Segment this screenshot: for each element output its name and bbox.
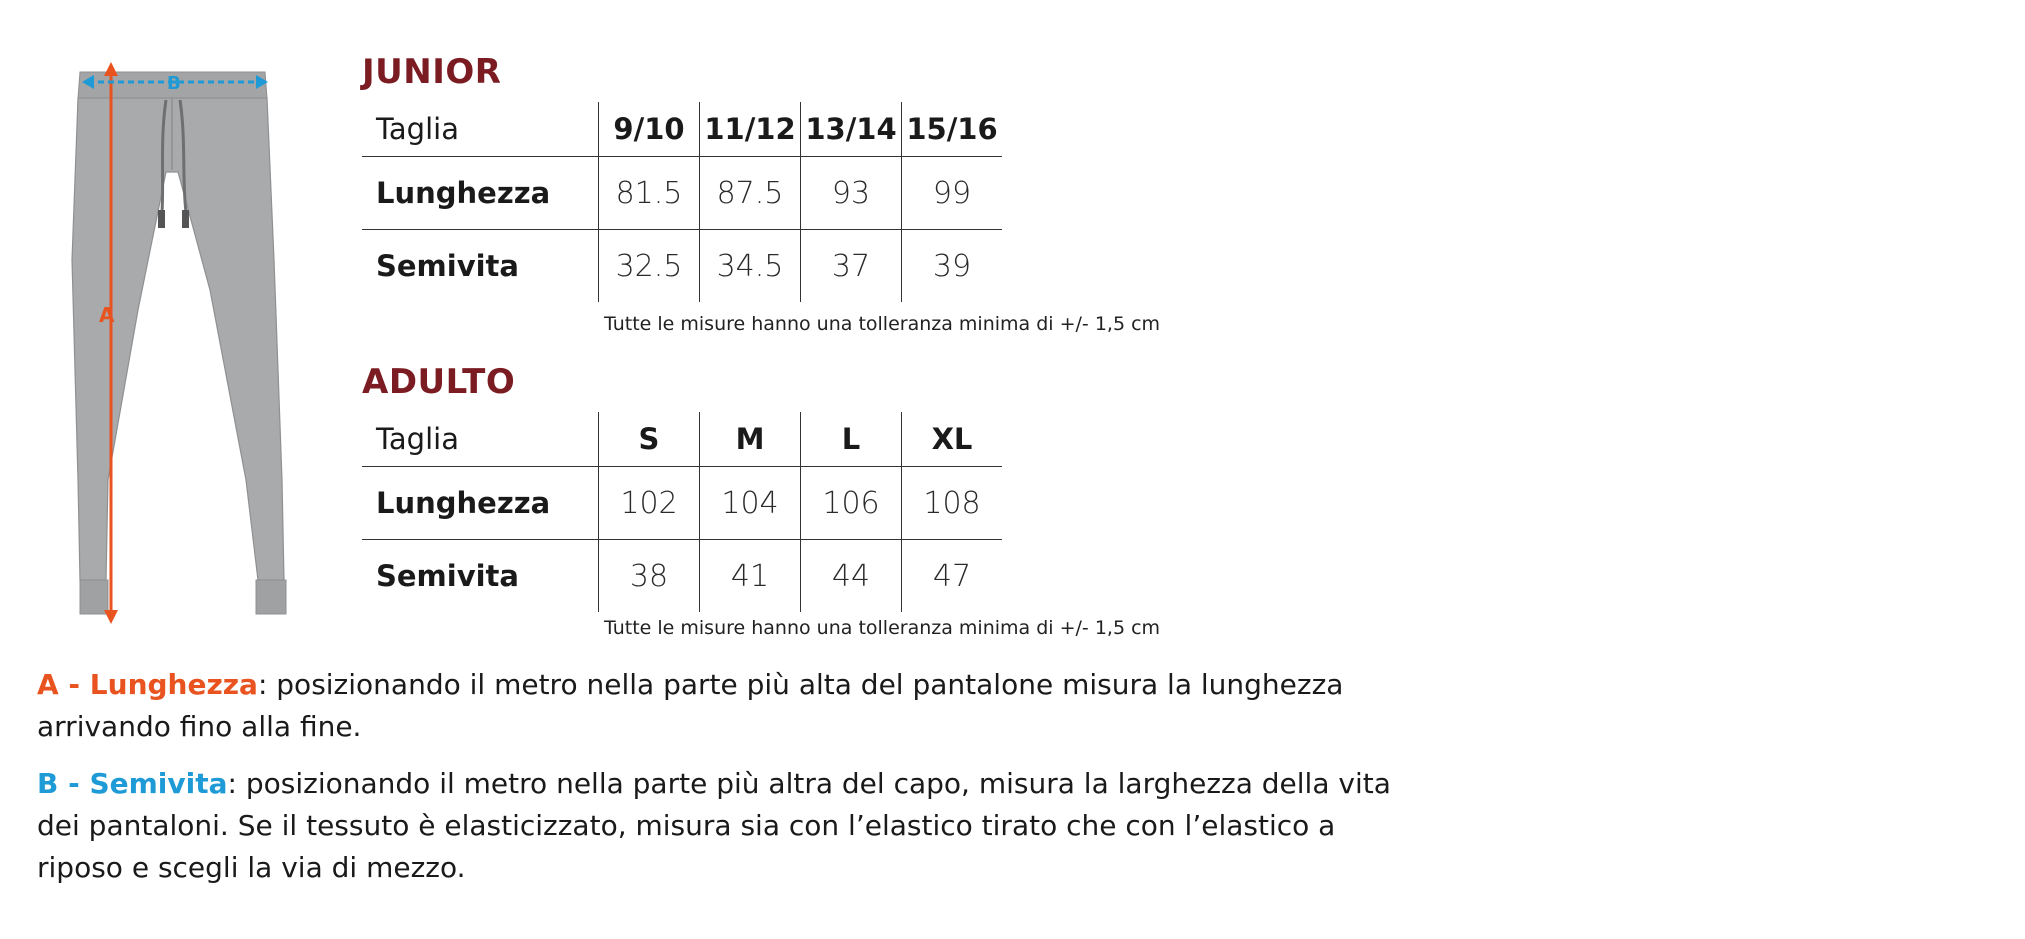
header-label: Taglia (376, 112, 459, 146)
pants-illustration (60, 60, 290, 630)
table-header-row (362, 412, 1002, 467)
table-cell: 47 (902, 540, 1003, 613)
junior-size-table (362, 102, 1002, 302)
description-waist-text: : posizionando il metro nella parte più altra del capo, misura la larghezza della vita dei pantaloni. Se il tessuto è elasticizzato, misura sia con l’elastico tirato che con l’elastico a riposo e scegli la via di mezzo. (37, 767, 1391, 884)
table-cell: 87.5 (700, 157, 801, 230)
size-col: 9/10 (599, 102, 700, 157)
table-cell: 32.5 (599, 230, 700, 303)
junior-title: JUNIOR (362, 52, 502, 92)
adult-size-block (362, 362, 1002, 612)
size-col: S (599, 412, 700, 467)
description-length-text: : posizionando il metro nella parte più alta del pantalone misura la lunghezza arrivando fino alla fine. (37, 668, 1344, 743)
table-header-row (362, 102, 1002, 157)
size-col: 13/14 (801, 102, 902, 157)
table-cell: 44 (801, 540, 902, 613)
adult-title: ADULTO (362, 362, 516, 402)
junior-tolerance-note: Tutte le misure hanno una tolleranza minima di +/- 1,5 cm (604, 313, 1161, 335)
table-cell: 93 (801, 157, 902, 230)
table-cell: 38 (599, 540, 700, 613)
size-col: L (801, 412, 902, 467)
table-cell: 102 (599, 467, 700, 540)
size-col: XL (902, 412, 1003, 467)
description-length (37, 664, 1417, 748)
table-cell: 34.5 (700, 230, 801, 303)
row-label: Semivita (362, 540, 599, 613)
description-length-key: A - Lunghezza (37, 668, 258, 701)
header-label: Taglia (376, 422, 459, 456)
table-cell: 81.5 (599, 157, 700, 230)
table-cell: 104 (700, 467, 801, 540)
pants-cuff-right (256, 580, 286, 614)
table-cell: 106 (801, 467, 902, 540)
table-row (362, 467, 1002, 540)
pants-body (72, 98, 284, 580)
row-label: Semivita (362, 230, 599, 303)
measure-a-label: A (99, 303, 115, 327)
table-row (362, 230, 1002, 303)
size-col: M (700, 412, 801, 467)
size-col: 11/12 (700, 102, 801, 157)
table-cell: 39 (902, 230, 1003, 303)
description-waist (37, 763, 1417, 889)
table-row (362, 540, 1002, 613)
row-label: Lunghezza (362, 467, 599, 540)
table-cell: 99 (902, 157, 1003, 230)
table-row (362, 157, 1002, 230)
table-cell: 41 (700, 540, 801, 613)
adult-tolerance-note: Tutte le misure hanno una tolleranza minima di +/- 1,5 cm (604, 617, 1161, 639)
description-waist-key: B - Semivita (37, 767, 228, 800)
size-col: 15/16 (902, 102, 1003, 157)
pants-cuff-left (80, 580, 108, 614)
table-cell: 108 (902, 467, 1003, 540)
measure-b-label: B (167, 73, 181, 94)
adult-size-table (362, 412, 1002, 612)
row-label: Lunghezza (362, 157, 599, 230)
table-cell: 37 (801, 230, 902, 303)
junior-size-block (362, 52, 1002, 302)
